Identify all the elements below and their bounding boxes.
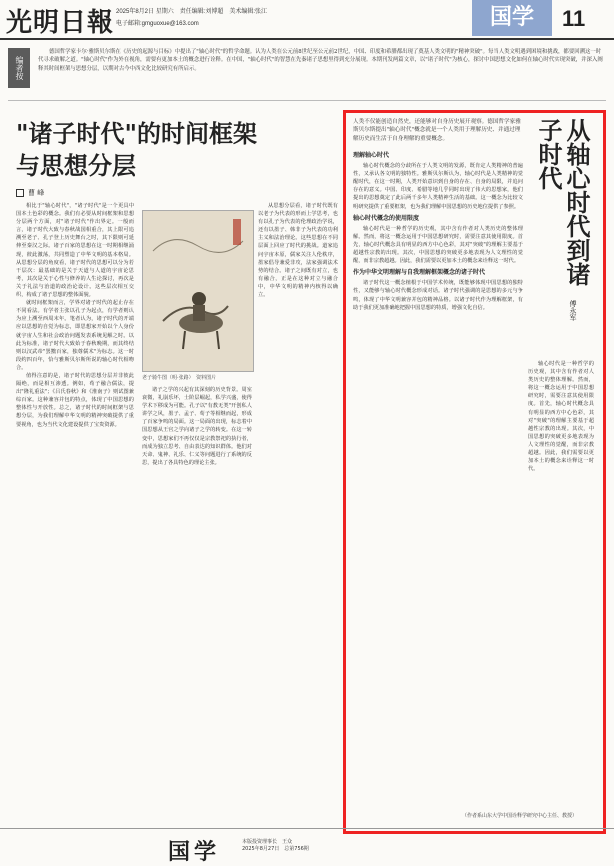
newspaper-logo: 光明日報 bbox=[6, 8, 115, 38]
paragraph: 轴心时代是一种哲学的历史观，其中含有作者对人类历史的整体理解。然而，将这一概念运用于中国思想研究时，需要注意其使用限度。首先，轴心时代概念具有明显的西方中心色彩，其对"突破"的理解主要基于超越性宗教的出现。其次，中国思想的突破更多地表现为人文理性的觉醒，而非宗教超越。因此，我们需要以更加本土的概念来诠释这一时代。 bbox=[353, 225, 523, 265]
editor-note bbox=[8, 46, 606, 101]
editor-note-text: 德国哲学家卡尔·雅斯贝尔斯在《历史的起源与目标》中提出了"轴心时代"的哲学命题。认为人类在公元前8世纪至公元前2世纪，中国、印度和希腊都出现了奠基人类文明的"精神突破"。每当人类文明遇到困境和挑战，都要回溯这一时代寻求破解之道。"轴心时代"作为外在视角，需要有更加本土的概念进行诠释。在中国，"轴心时代"的智慧在先秦诸子思想里得到充分展现。本期刊发两篇文章，以"诸子时代"为核心，探讨中国思想文化如何在轴心时代实现突破，并深入阐释其时间框架与思想分层，以期对古今中西文化比较研究有所启示。 bbox=[38, 49, 603, 72]
subheading: 作为中华文明理解与自我理解框架概念的诸子时代 bbox=[353, 269, 486, 277]
left-article-title bbox=[16, 118, 336, 182]
paragraph: 就时间框架而言，学界对诸子时代的起止存在不同看法。有学者主张以孔子为起点，有学者则认为应上溯至西周末年。笔者认为，诸子时代的开端应以思想的自觉为标志，即思想家开始以个人身份就宇宙人生和社会政治问题发表系统见解之时。以此为标准，诸子时代大致始于春秋晚期，而其终结则以汉武帝"罢黜百家，独尊儒术"为标志。这一时段约四百年，恰与雅斯贝尔斯所说的轴心时代相吻合。 bbox=[16, 300, 134, 371]
footer-line2: 2025年8月27日 总第756期 bbox=[242, 846, 309, 852]
paragraph: 诸子时代这一概念植根于中国学术传统，既能够体现中国思想的独特性，又能够与轴心时代概念形成对话。诸子时代强调的是思想的多元与争鸣，体现了中华文明兼容并包的精神品格。以诸子时代作为理解框架，有助于我们更加准确地把握中国思想的特质，增强文化自信。 bbox=[353, 280, 523, 311]
paragraph: 轴心时代概念的分歧所在于人类文明的发源，既肯定人类精神的普遍性，又承认各文明的独特性。雅斯贝尔斯认为，轴心时代是人类精神的觉醒时代，在这一时期，人类开始意识到自身的存在、自身的局限，并追问存在的意义。中国、印度、希腊等地几乎同时出现了伟大的思想家，他们提出的思想奠定了此后两千多年人类精神生活的基础。这一概念为比较文明研究提供了重要框架，也为我们理解中国思想的历史地位提供了参照。 bbox=[353, 163, 523, 210]
left-title-line1: "诸子时代"的时间框架 bbox=[16, 119, 258, 148]
right-column-2 bbox=[528, 360, 594, 808]
left-column-1 bbox=[16, 202, 134, 822]
footer-line1: 本版投资理事长 王众 bbox=[242, 839, 293, 845]
paragraph: 从思想分层看，诸子时代既有以老子为代表的形而上学思考，也有以孔子为代表的伦理政治学说，还有以墨子、韩非子为代表的功利主义和法治理论。这些思想在不同层面上回应了时代的挑战。道家追问宇宙本原，儒家关注人伦秩序，墨家倡导兼爱非攻，法家强调法术势的结合。诸子之间既有对立，也有融合，正是在这种对立与融合中，中华文明的精神内核得以确立。 bbox=[258, 203, 338, 299]
subheading: 轴心时代概念的使用限度 bbox=[353, 214, 420, 222]
right-lead: 人类不仅能创造自然史，还能够对自身历史展开观察。德国哲学家雅斯贝尔斯提出"轴心时代"概念就是一个人类用于理解历史、并通过理解历史而生活于自身理解的重要概念。 bbox=[353, 119, 521, 142]
ink-painting-image bbox=[142, 210, 254, 372]
masthead bbox=[0, 0, 614, 40]
left-column-2 bbox=[142, 386, 252, 822]
footer-info bbox=[242, 839, 309, 853]
editor-note-label: 编者按 bbox=[8, 48, 30, 88]
photo-caption: 老子骑牛图（明·张路） 资料图片 bbox=[142, 375, 217, 381]
email-info: 电子邮箱:gmguoxue@163.com bbox=[116, 21, 199, 27]
left-column-2-top bbox=[142, 202, 252, 206]
right-author: 傅永军 bbox=[569, 300, 577, 321]
painting-graphic bbox=[143, 211, 253, 371]
subheading: 理解轴心时代 bbox=[353, 152, 390, 159]
page-number: 11 bbox=[562, 6, 586, 31]
issue-info: 2025年8月2日 星期六 责任编辑:刘博超 美术编辑:张江 bbox=[116, 9, 268, 15]
paragraph: 相比于"轴心时代"，"诸子时代"是一个更具中国本土色彩的概念。我们有必要从时间框架和思想分层两个方面，对"诸子时代"作出界定。一般而言，诸子时代大致与春秋战国相重合，其上限可追溯至老子、孔子登上历史舞台之时，其下限则可延伸至秦汉之际。诸子百家的思想在这一时期相继涌现，彼此激荡，共同塑造了中华文明的基本格局。从思想分层的角度看，诸子时代的思想可以分为若干层次：最基础的是关于天道与人道的宇宙论思考，其次是关于心性与修养的人生论探讨，再次是关于礼法与治道的政治论设计。这些层次相互交织，构成了诸子思想的整体面貌。 bbox=[16, 203, 134, 299]
footer bbox=[0, 828, 614, 865]
author-note: （作者系山东大学中国诠释学研究中心主任、教授） bbox=[462, 813, 578, 819]
left-title-line2: 与思想分层 bbox=[16, 151, 136, 180]
paragraph: 值得注意的是，诸子时代的思想分层并非彼此隔绝，而是相互渗透。例如，荀子融合儒法，提出"隆礼重法"；《吕氏春秋》和《淮南子》则试图兼综百家。这种兼容并包的特点，体现了中国思想的整体性与开放性。总之，诸子时代的时间框架与思想分层，为我们理解中华文明的精神突破提供了重要视角，也为当代文化建设提供了宝贵资源。 bbox=[16, 372, 134, 428]
paragraph: 轴心时代是一种哲学的历史观，其中含有作者对人类历史的整体理解。然而，将这一概念运用于中国思想研究时，需要注意其使用限度。首先，轴心时代概念具有明显的西方中心色彩，其对"突破"的理解主要基于超越性宗教的出现。其次，中国思想的突破更多地表现为人文理性的觉醒，而非宗教超越。因此，我们需要以更加本土的概念来诠释这一时代。 bbox=[528, 361, 594, 473]
section-tab: 国学 bbox=[472, 0, 552, 36]
left-author: 曹 峰 bbox=[16, 188, 44, 198]
right-column-1 bbox=[353, 148, 523, 808]
left-column-3 bbox=[258, 202, 338, 822]
right-article-title: 从轴心时代到诸子时代 bbox=[534, 118, 591, 286]
paragraph: 诸子之学的兴起有其深刻的历史背景。周室衰微，礼崩乐坏，士阶层崛起，私学兴盛，使得学术下移成为可能。孔子以"有教无类"开创私人讲学之风，墨子、孟子、荀子等相继而起，形成了百家争鸣的局面。这一局面的出现，标志着中国思想从王官之学向诸子之学的转变。在这一转变中，思想家们不再仅仅是宗教祭祀的执行者，而成为独立思考、自由表达的知识群体。他们对天命、鬼神、礼乐、仁义等问题进行了系统的反思，提出了各具特色的理论主张。 bbox=[142, 387, 252, 466]
footer-logo: 国学 bbox=[168, 839, 221, 865]
